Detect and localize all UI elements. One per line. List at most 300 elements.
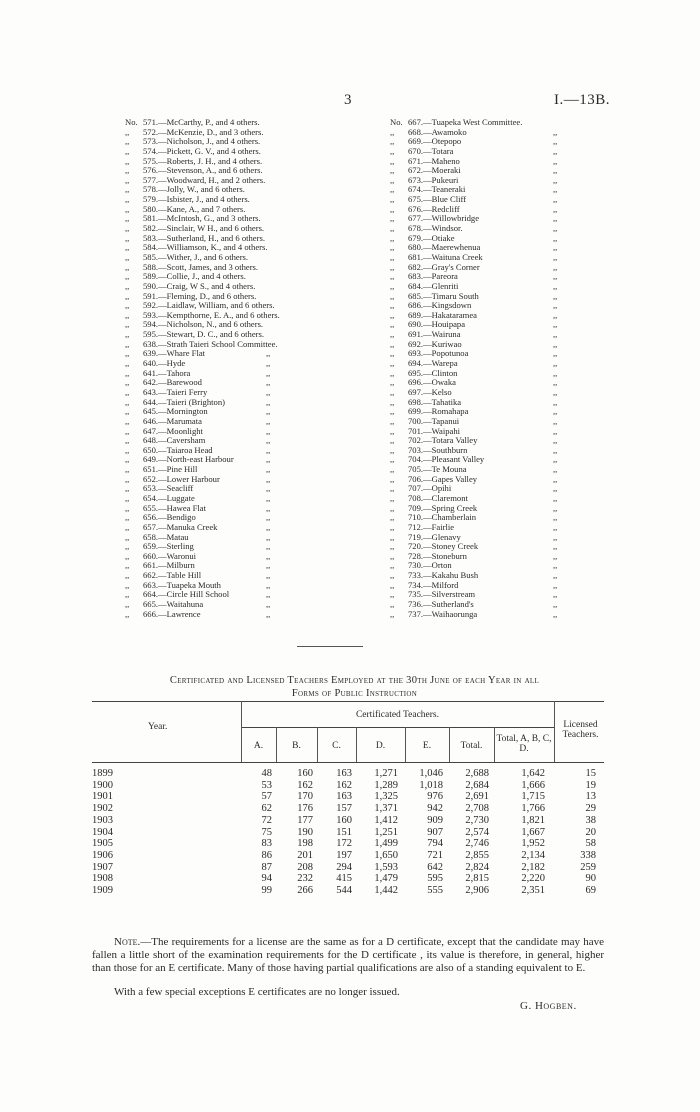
- ditto-mark: ,,: [553, 444, 558, 455]
- ditto-mark: ,,: [266, 473, 271, 484]
- cell-d: 1,593: [374, 861, 398, 873]
- cell-licensed: 58: [585, 838, 596, 850]
- ditto-mark: ,,: [553, 396, 558, 407]
- ditto-mark: ,,: [553, 367, 558, 378]
- list-item: [390, 610, 590, 620]
- list-item-prefix: ,,: [390, 560, 395, 571]
- list-item-text: 594.—Nicholson, N., and 6 others.: [143, 319, 264, 330]
- ditto-mark: ,,: [553, 521, 558, 532]
- list-item-text: 676.—Redcliff: [408, 203, 460, 214]
- note-label: Note.: [114, 936, 141, 948]
- list-item-text: 590.—Craig, W S., and 4 others.: [143, 280, 256, 291]
- list-item-text: 674.—Teaneraki: [408, 184, 466, 195]
- table-column-total: [429, 768, 489, 897]
- cell-a: 83: [261, 838, 272, 850]
- list-item-prefix: ,,: [390, 290, 395, 301]
- list-item-text: 720.—Stoney Creek: [408, 541, 479, 552]
- year-cell: 1901: [92, 791, 113, 803]
- cell-b: 177: [297, 814, 313, 826]
- list-item-prefix: ,,: [390, 599, 395, 610]
- list-item-text: 698.—Tahatika: [408, 396, 462, 407]
- cell-d: 1,371: [374, 803, 398, 815]
- list-item-prefix: ,,: [390, 165, 395, 176]
- ditto-mark: ,,: [553, 309, 558, 320]
- list-item-prefix: ,,: [125, 348, 130, 359]
- list-item-prefix: ,,: [125, 136, 130, 147]
- list-item-text: 734.—Milford: [408, 579, 459, 590]
- ditto-mark: ,,: [553, 329, 558, 340]
- cell-d: 1,289: [374, 779, 398, 791]
- year-column: [92, 768, 113, 897]
- list-item-prefix: ,,: [125, 386, 130, 397]
- ditto-mark: ,,: [266, 550, 271, 561]
- list-item-prefix: ,,: [125, 589, 130, 600]
- cell-licensed: 38: [585, 814, 596, 826]
- ditto-mark: ,,: [266, 377, 271, 388]
- ditto-mark: ,,: [553, 145, 558, 156]
- list-item-prefix: ,,: [390, 502, 395, 513]
- list-item-prefix: ,,: [390, 396, 395, 407]
- ditto-mark: ,,: [553, 358, 558, 369]
- cell-total: 2,746: [465, 838, 489, 850]
- list-item-prefix: ,,: [390, 589, 395, 600]
- list-item-prefix: ,,: [390, 415, 395, 426]
- list-item-text: 733.—Kakahu Bush: [408, 570, 479, 581]
- list-item-prefix: ,,: [390, 550, 395, 561]
- ditto-mark: ,,: [266, 396, 271, 407]
- list-item-text: 646.—Marumata: [143, 415, 202, 426]
- list-item-prefix: ,,: [125, 502, 130, 513]
- cell-c: 162: [336, 779, 352, 791]
- cell-a: 72: [261, 814, 272, 826]
- list-item: [125, 610, 355, 620]
- list-item-text: 737.—Waihaorunga: [408, 608, 478, 619]
- list-item-text: 707.—Opihi: [408, 483, 452, 494]
- list-item-text: 591.—Fleming, D., and 6 others.: [143, 290, 257, 301]
- cell-total-abcd: 1,666: [521, 779, 545, 791]
- list-item-text: 728.—Stoneburn: [408, 550, 467, 561]
- cell-c: 172: [336, 838, 352, 850]
- ditto-mark: ,,: [553, 348, 558, 359]
- cell-d: 1,479: [374, 873, 398, 885]
- ditto-mark: ,,: [266, 502, 271, 513]
- list-item-prefix: ,,: [125, 396, 130, 407]
- list-item-text: 576.—Stevenson, A., and 6 others.: [143, 165, 263, 176]
- list-item-text: 669.—Otepopo: [408, 136, 462, 147]
- list-item-prefix: ,,: [390, 232, 395, 243]
- ditto-mark: ,,: [553, 174, 558, 185]
- ditto-mark: ,,: [266, 358, 271, 369]
- cell-total-abcd: 1,952: [521, 838, 545, 850]
- cell-e: 555: [427, 885, 443, 897]
- list-item-text: 580.—Kane, A., and 7 others.: [143, 203, 246, 214]
- list-item-text: 581.—McIntosh, G., and 3 others.: [143, 213, 261, 224]
- ditto-mark: ,,: [553, 579, 558, 590]
- list-item-text: 574.—Pickett, G. V., and 4 others.: [143, 145, 261, 156]
- cell-a: 99: [261, 885, 272, 897]
- list-item-prefix: ,,: [125, 541, 130, 552]
- cell-e: 1,046: [419, 768, 443, 779]
- list-item-prefix: ,,: [390, 174, 395, 185]
- certificate-remark: With a few special exceptions E certificates are no longer issued.: [114, 986, 400, 998]
- cell-b: 232: [297, 873, 313, 885]
- list-item-prefix: ,,: [390, 338, 395, 349]
- cell-total: 2,684: [465, 779, 489, 791]
- list-item-text: 697.—Kelso: [408, 386, 452, 397]
- list-item-text: 658.—Matau: [143, 531, 189, 542]
- table-column-licensed: [536, 768, 596, 897]
- list-item-prefix: ,,: [390, 608, 395, 619]
- cell-e: 909: [427, 814, 443, 826]
- list-item-prefix: ,,: [390, 367, 395, 378]
- table-subtitle: Forms of Public Instruction: [291, 688, 418, 699]
- list-item-prefix: ,,: [390, 358, 395, 369]
- cell-b: 266: [297, 885, 313, 897]
- cell-d: 1,442: [374, 885, 398, 897]
- list-item-prefix: ,,: [390, 377, 395, 388]
- list-item-text: 671.—Maheno: [408, 155, 460, 166]
- cell-d: 1,412: [374, 814, 398, 826]
- col-header-d: D.: [375, 741, 386, 751]
- ditto-mark: ,,: [553, 550, 558, 561]
- list-item-prefix: ,,: [125, 242, 130, 253]
- ditto-mark: ,,: [266, 570, 271, 581]
- ditto-mark: ,,: [553, 165, 558, 176]
- list-item-text: 668.—Awamoko: [408, 126, 467, 137]
- col-header-e: E.: [422, 741, 432, 751]
- ditto-mark: ,,: [553, 232, 558, 243]
- ditto-mark: ,,: [553, 223, 558, 234]
- list-item-prefix: ,,: [390, 319, 395, 330]
- list-item-prefix: ,,: [125, 184, 130, 195]
- col-header-b: B.: [292, 741, 301, 751]
- list-item-prefix: ,,: [390, 145, 395, 156]
- cell-c: 157: [336, 803, 352, 815]
- ditto-mark: ,,: [553, 136, 558, 147]
- ditto-mark: ,,: [266, 599, 271, 610]
- year-cell: 1909: [92, 885, 113, 897]
- list-item-prefix: ,,: [390, 213, 395, 224]
- list-item-text: 691.—Wairuna: [408, 329, 461, 340]
- cell-d: 1,650: [374, 849, 398, 861]
- list-item-prefix: ,,: [125, 213, 130, 224]
- ditto-mark: ,,: [266, 435, 271, 446]
- cell-d: 1,325: [374, 791, 398, 803]
- list-item-text: 655.—Hawea Flat: [143, 502, 207, 513]
- table-header-rule: [92, 762, 604, 763]
- list-item-text: 656.—Bendigo: [143, 512, 196, 523]
- list-item-prefix: ,,: [125, 223, 130, 234]
- list-item-text: 661.—Milburn: [143, 560, 195, 571]
- list-item-prefix: ,,: [390, 512, 395, 523]
- col-header-total-abcd: Total, A, B, C, D.: [496, 734, 552, 754]
- year-cell: 1908: [92, 873, 113, 885]
- cell-total-abcd: 1,715: [521, 791, 545, 803]
- list-item-text: 649.—North-east Harbour: [143, 454, 234, 465]
- list-item-text: 679.—Otiake: [408, 232, 455, 243]
- ditto-mark: ,,: [553, 251, 558, 262]
- left-committee-list: [125, 118, 355, 619]
- list-item-prefix: ,,: [390, 435, 395, 446]
- year-cell: 1907: [92, 861, 113, 873]
- ditto-mark: ,,: [266, 579, 271, 590]
- list-item-text: 643.—Taieri Ferry: [143, 386, 208, 397]
- cell-b: 176: [297, 803, 313, 815]
- list-item-prefix: ,,: [125, 165, 130, 176]
- list-item-text: 640.—Hyde: [143, 358, 186, 369]
- list-item-text: 647.—Moonlight: [143, 425, 203, 436]
- list-item-prefix: ,,: [390, 386, 395, 397]
- list-item-prefix: ,,: [390, 126, 395, 137]
- col-header-a: A.: [253, 741, 264, 751]
- note-text: —The requirements for a license are the same as for a D certificate, except that the candidate may have fallen a little short of the examination requirements for the D certificate , its value is therefore, in general, higher than those for an E certificate. Many of those having partial qualifications are also of a standing equivalent to E.: [92, 936, 604, 974]
- list-item-prefix: ,,: [390, 454, 395, 465]
- list-item-text: 651.—Pine Hill: [143, 464, 198, 475]
- ditto-mark: ,,: [266, 425, 271, 436]
- cell-a: 87: [261, 861, 272, 873]
- cell-c: 197: [336, 849, 352, 861]
- list-item-prefix: ,,: [125, 512, 130, 523]
- list-item-prefix: ,,: [390, 579, 395, 590]
- list-item-prefix: ,,: [125, 280, 130, 291]
- list-item-prefix: ,,: [125, 406, 130, 417]
- cell-b: 162: [297, 779, 313, 791]
- list-item-text: 648.—Caversham: [143, 435, 206, 446]
- list-item-text: 735.—Silverstream: [408, 589, 476, 600]
- list-item-text: 572.—McKenzie, D., and 3 others.: [143, 126, 264, 137]
- list-item-prefix: ,,: [125, 290, 130, 301]
- cell-licensed: 20: [585, 826, 596, 838]
- list-item-text: 575.—Roberts, J. H., and 4 others.: [143, 155, 263, 166]
- list-item-prefix: ,,: [390, 492, 395, 503]
- ditto-mark: ,,: [553, 338, 558, 349]
- list-item-prefix: ,,: [125, 232, 130, 243]
- cell-c: 160: [336, 814, 352, 826]
- cell-total-abcd: 1,642: [521, 768, 545, 779]
- list-item-text: 710.—Chamberlain: [408, 512, 477, 523]
- ditto-mark: ,,: [553, 512, 558, 523]
- list-item-prefix: ,,: [125, 329, 130, 340]
- list-item-prefix: ,,: [125, 174, 130, 185]
- list-item-text: 673.—Pukeuri: [408, 174, 459, 185]
- column-divider: [494, 727, 495, 762]
- ditto-mark: ,,: [553, 541, 558, 552]
- list-item-prefix: ,,: [125, 194, 130, 205]
- list-item-prefix: ,,: [125, 425, 130, 436]
- cell-total-abcd: 1,821: [521, 814, 545, 826]
- cell-total: 2,855: [465, 849, 489, 861]
- list-item-text: 667.—Tuapeka West Committee.: [408, 117, 523, 127]
- page-number: 3: [344, 92, 352, 108]
- ditto-mark: ,,: [553, 377, 558, 388]
- list-item-text: 584.—Williamson, K., and 4 others.: [143, 242, 268, 253]
- list-item-text: 666.—Lawrence: [143, 608, 201, 619]
- list-item-prefix: ,,: [125, 483, 130, 494]
- list-item-prefix: ,,: [390, 203, 395, 214]
- cell-licensed: 29: [585, 803, 596, 815]
- list-item-prefix: ,,: [390, 136, 395, 147]
- cell-total-abcd: 1,667: [521, 826, 545, 838]
- list-item-text: 682.—Gray's Corner: [408, 261, 480, 272]
- list-item-text: 641.—Tahora: [143, 367, 191, 378]
- list-item-text: 650.—Taiaroa Head: [143, 444, 213, 455]
- list-item-prefix: ,,: [125, 531, 130, 542]
- ditto-mark: ,,: [553, 435, 558, 446]
- cell-a: 94: [261, 873, 272, 885]
- list-item-prefix: ,,: [125, 521, 130, 532]
- cell-total-abcd: 2,220: [521, 873, 545, 885]
- list-item-prefix: ,,: [390, 261, 395, 272]
- ditto-mark: ,,: [266, 348, 271, 359]
- list-item-text: 592.—Laidlaw, William, and 6 others.: [143, 300, 275, 311]
- list-item-text: 709.—Spring Creek: [408, 502, 478, 513]
- cell-a: 75: [261, 826, 272, 838]
- cell-c: 151: [336, 826, 352, 838]
- cell-total: 2,730: [465, 814, 489, 826]
- list-item-text: 662.—Table Hill: [143, 570, 202, 581]
- list-item-prefix: ,,: [390, 406, 395, 417]
- cell-c: 163: [336, 791, 352, 803]
- year-cell: 1900: [92, 779, 113, 791]
- cell-b: 208: [297, 861, 313, 873]
- list-item-text: 681.—Waituna Creek: [408, 251, 483, 262]
- list-item-prefix: ,,: [125, 599, 130, 610]
- list-item-prefix: ,,: [125, 251, 130, 262]
- list-item-prefix: ,,: [390, 444, 395, 455]
- list-item-text: 585.—Wither, J., and 6 others.: [143, 251, 249, 262]
- list-item-text: 642.—Barewood: [143, 377, 202, 388]
- ditto-mark: ,,: [553, 570, 558, 581]
- list-item-prefix: ,,: [125, 309, 130, 320]
- list-item-text: 703.—Southburn: [408, 444, 468, 455]
- cell-e: 1,018: [419, 779, 443, 791]
- ditto-mark: ,,: [266, 444, 271, 455]
- col-header-licensed: Licensed Teachers.: [562, 720, 599, 740]
- list-item-text: 683.—Pareora: [408, 271, 458, 282]
- ditto-mark: ,,: [553, 213, 558, 224]
- list-item-prefix: ,,: [390, 155, 395, 166]
- list-item-text: 675.—Blue Cliff: [408, 194, 467, 205]
- cell-e: 595: [427, 873, 443, 885]
- list-item-prefix: ,,: [125, 579, 130, 590]
- list-item-text: 657.—Manuka Creek: [143, 521, 218, 532]
- list-item-prefix: ,,: [125, 473, 130, 484]
- ditto-mark: ,,: [553, 464, 558, 475]
- cell-licensed: 19: [585, 779, 596, 791]
- cell-c: 544: [336, 885, 352, 897]
- ditto-mark: ,,: [553, 599, 558, 610]
- list-item-text: 678.—Windsor.: [408, 223, 463, 234]
- cell-licensed: 69: [585, 885, 596, 897]
- cell-a: 48: [261, 768, 272, 779]
- list-item-text: 685.—Timaru South: [408, 290, 479, 301]
- ditto-mark: ,,: [266, 386, 271, 397]
- list-item-text: 670.—Totara: [408, 145, 454, 156]
- list-item-prefix: ,,: [390, 521, 395, 532]
- certificated-group-header: Certificated Teachers.: [355, 710, 440, 720]
- cell-total: 2,824: [465, 861, 489, 873]
- ditto-mark: ,,: [553, 502, 558, 513]
- cell-c: 163: [336, 768, 352, 779]
- list-item-text: 730.—Orton: [408, 560, 452, 571]
- table-note: [92, 936, 604, 975]
- ditto-mark: ,,: [553, 608, 558, 619]
- list-item-prefix: ,,: [390, 271, 395, 282]
- cell-licensed: 90: [585, 873, 596, 885]
- cell-a: 53: [261, 779, 272, 791]
- list-item-prefix: ,,: [390, 348, 395, 359]
- list-item-prefix: ,,: [390, 473, 395, 484]
- list-item-text: 654.—Luggate: [143, 492, 195, 503]
- cell-a: 62: [261, 803, 272, 815]
- signature: G. Hogben.: [520, 1000, 577, 1012]
- cell-d: 1,271: [374, 768, 398, 779]
- list-item-text: 660.—Waronui: [143, 550, 197, 561]
- ditto-mark: ,,: [266, 560, 271, 571]
- cell-total: 2,691: [465, 791, 489, 803]
- list-item-prefix: ,,: [390, 251, 395, 262]
- cell-total: 2,574: [465, 826, 489, 838]
- ditto-mark: ,,: [553, 261, 558, 272]
- ditto-mark: ,,: [553, 492, 558, 503]
- ditto-mark: ,,: [553, 454, 558, 465]
- list-item-prefix: ,,: [390, 194, 395, 205]
- ditto-mark: ,,: [266, 608, 271, 619]
- ditto-mark: ,,: [553, 473, 558, 484]
- ditto-mark: ,,: [266, 492, 271, 503]
- ditto-mark: ,,: [553, 589, 558, 600]
- list-item-text: 719.—Glenavy: [408, 531, 461, 542]
- cell-b: 160: [297, 768, 313, 779]
- list-item-text: 578.—Jolly, W., and 6 others.: [143, 184, 245, 195]
- ditto-mark: ,,: [266, 406, 271, 417]
- ditto-mark: ,,: [553, 155, 558, 166]
- year-column-header: Year.: [148, 722, 168, 732]
- cell-c: 415: [336, 873, 352, 885]
- list-item-text: 706.—Gapes Valley: [408, 473, 478, 484]
- cell-licensed: 338: [580, 849, 596, 861]
- cell-total: 2,906: [465, 885, 489, 897]
- list-item-text: 705.—Te Mouna: [408, 464, 467, 475]
- year-cell: 1903: [92, 814, 113, 826]
- list-item-text: 694.—Warepa: [408, 358, 458, 369]
- ditto-mark: ,,: [266, 589, 271, 600]
- list-item-text: 695.—Clinton: [408, 367, 458, 378]
- col-header-total: Total.: [460, 741, 483, 751]
- list-item-text: 693.—Popotunoa: [408, 348, 469, 359]
- ditto-mark: ,,: [266, 464, 271, 475]
- list-item-prefix: ,,: [125, 358, 130, 369]
- cell-licensed: 13: [585, 791, 596, 803]
- cell-d: 1,499: [374, 838, 398, 850]
- ditto-mark: ,,: [266, 531, 271, 542]
- list-item-prefix: ,,: [125, 261, 130, 272]
- list-item-prefix: ,,: [125, 570, 130, 581]
- table-title: Certificated and Licensed Teachers Employed at the 30th June of each Year in all: [169, 675, 540, 686]
- ditto-mark: ,,: [553, 271, 558, 282]
- ditto-mark: ,,: [553, 184, 558, 195]
- year-cell: 1899: [92, 768, 113, 779]
- list-item-prefix: ,,: [125, 367, 130, 378]
- list-item-text: 659.—Sterling: [143, 541, 194, 552]
- list-item-text: 704.—Pleasant Valley: [408, 454, 485, 465]
- cell-a: 57: [261, 791, 272, 803]
- list-item-text: 653.—Seacliff: [143, 483, 194, 494]
- year-cell: 1905: [92, 838, 113, 850]
- ditto-mark: ,,: [266, 367, 271, 378]
- cell-total: 2,708: [465, 803, 489, 815]
- list-item-text: 593.—Kempthorne, E. A., and 6 others.: [143, 309, 280, 320]
